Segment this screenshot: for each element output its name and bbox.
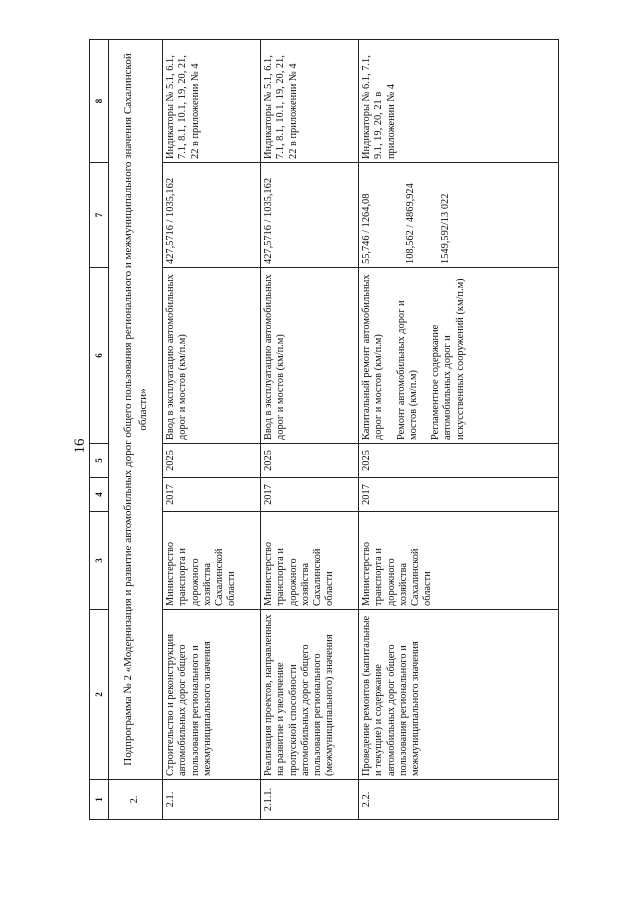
row-value: 108,562 / 4869,924 [405, 183, 417, 264]
row-indicator: Регламентное содержание автомобильных дорог и искусственных сооружений (км/п.м) [430, 278, 466, 440]
row-end-year: 2025 [359, 444, 559, 478]
section-number: 2. [109, 780, 163, 820]
table-row [163, 40, 261, 820]
header-col-5: 5 [90, 444, 109, 478]
row-links: Индикаторы № 5.1, 6.1, 7.1, 8.1, 10.1, 19, 20, 21, 22 в приложении № 4 [163, 40, 261, 163]
header-col-4: 4 [90, 478, 109, 512]
header-col-8: 8 [90, 40, 109, 163]
row-executor: Министерство транспорта и дорожного хозяйства Сахалинской области [163, 512, 261, 610]
row-indicators-cell [359, 268, 559, 444]
row-start-year: 2017 [261, 478, 359, 512]
row-indicator: Ввод в эксплуатацию автомобильных дорог и мостов (км/п.м) [163, 268, 261, 444]
header-col-3: 3 [90, 512, 109, 610]
table-row [261, 40, 359, 820]
row-number: 2.1. [163, 780, 261, 820]
row-value: 427,5716 / 1035,162 [163, 163, 261, 268]
header-col-1: 1 [90, 780, 109, 820]
row-name: Строительство и реконструкция автомобильных дорог общего пользования регионального и межмуниципального значения [163, 610, 261, 780]
row-links: Индикаторы № 6.1, 7.1, 9.1, 19, 20, 21 в приложении № 4 [359, 40, 559, 163]
row-value: 55,746 / 1264,08 [361, 193, 372, 264]
row-links: Индикаторы № 5.1, 6.1, 7.1, 8.1, 10.1, 19, 20, 21, 22 в приложении № 4 [261, 40, 359, 163]
row-end-year: 2025 [163, 444, 261, 478]
table-frame [89, 40, 559, 820]
row-number: 2.1.1. [261, 780, 359, 820]
row-indicator: Ввод в эксплуатацию автомобильных дорог и мостов (км/п.м) [261, 268, 359, 444]
section-title: Подпрограмма № 2 «Модернизация и развитие автомобильных дорог общего пользования регионального и межмуниципального значения Сахалинской области» [109, 40, 163, 780]
row-name: Реализация проектов, направленных на развитие и увеличение пропускной способности автомобильных дорог общего пользования регионального (межмуниципального) значения [261, 610, 359, 780]
program-table [89, 39, 559, 820]
header-col-6: 6 [90, 268, 109, 444]
row-name: Проведение ремонтов (капитальные и текущие) и содержание автомобильных дорог общего пользования регионального и межмуниципального значения [359, 610, 559, 780]
row-number: 2.2. [359, 780, 559, 820]
row-values-cell [359, 163, 559, 268]
header-col-2: 2 [90, 610, 109, 780]
row-value: 1549,592/13 022 [439, 193, 451, 264]
row-executor: Министерство транспорта и дорожного хозяйства Сахалинской области [261, 512, 359, 610]
header-col-7: 7 [90, 163, 109, 268]
rotated-table-container [89, 40, 559, 820]
row-end-year: 2025 [261, 444, 359, 478]
page-number: 16 [72, 438, 88, 454]
row-indicator: Капитальный ремонт автомобильных дорог и мостов (км/п.м) [361, 274, 385, 440]
header-row [90, 40, 109, 820]
section-row [109, 40, 163, 820]
table-row [359, 40, 559, 820]
row-start-year: 2017 [359, 478, 559, 512]
row-value: 427,5716 / 1035,162 [261, 163, 359, 268]
row-executor: Министерство транспорта и дорожного хозяйства Сахалинской области [359, 512, 559, 610]
row-start-year: 2017 [163, 478, 261, 512]
row-indicator: Ремонт автомобильных дорог и мостов (км/п.м) [395, 300, 419, 440]
